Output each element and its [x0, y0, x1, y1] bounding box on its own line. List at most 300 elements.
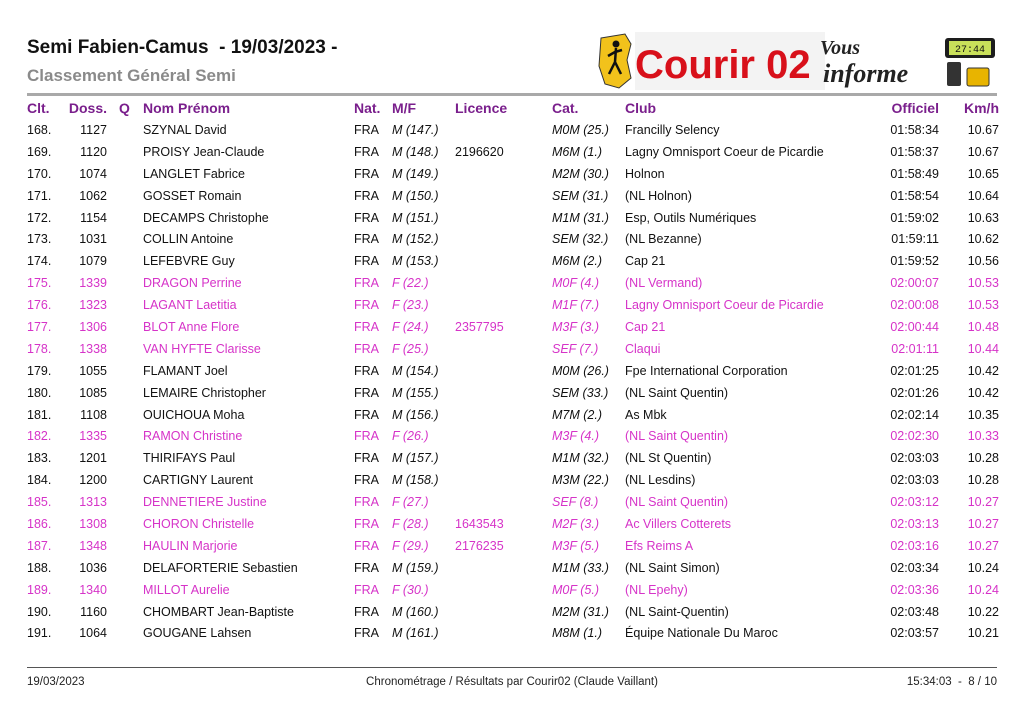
cell-mf: F (28.) — [392, 516, 429, 531]
cell-kmh: 10.42 — [967, 363, 999, 378]
cell-cat: SEM (31.) — [552, 188, 609, 203]
cell-clt: 180. — [27, 385, 52, 400]
cell-q — [117, 579, 143, 601]
cell-q — [117, 425, 143, 447]
cell-officiel: 02:00:07 — [890, 276, 939, 291]
cell-kmh: 10.27 — [967, 516, 999, 531]
cell-cat: SEM (32.) — [552, 232, 609, 247]
cell-q — [117, 163, 143, 185]
cell-clt: 188. — [27, 560, 52, 575]
cell-club: (NL Saint Quentin) — [625, 385, 729, 400]
cell-kmh: 10.28 — [967, 473, 999, 488]
cell-mf: M (157.) — [392, 451, 439, 466]
cell-nom: DENNETIERE Justine — [143, 495, 267, 510]
cell-q — [117, 447, 143, 469]
cell-cat: M0F (5.) — [552, 582, 599, 597]
cell-doss: 1127 — [80, 122, 107, 137]
cell-nom: CARTIGNY Laurent — [143, 473, 254, 488]
cell-q — [117, 294, 143, 316]
cell-doss: 1308 — [79, 516, 107, 531]
cell-licence: 2196620 — [455, 144, 504, 159]
col-doss: Doss. — [68, 100, 107, 116]
cell-clt: 181. — [27, 407, 52, 422]
cell-officiel: 01:58:54 — [890, 188, 939, 203]
cell-nat: FRA — [354, 626, 379, 641]
cell-officiel: 02:03:16 — [890, 538, 939, 553]
cell-licence — [455, 491, 552, 513]
cell-clt: 183. — [27, 451, 52, 466]
cell-club: Lagny Omnisport Coeur de Picardie — [625, 298, 824, 313]
table-row — [27, 360, 999, 382]
cell-nat: FRA — [354, 232, 379, 247]
cell-licence — [455, 601, 552, 623]
cell-kmh: 10.67 — [967, 144, 999, 159]
logo-tag-vous: Vous — [820, 37, 861, 59]
cell-cat: SEM (33.) — [552, 385, 609, 400]
cell-officiel: 02:03:57 — [890, 626, 939, 641]
cell-licence — [455, 294, 552, 316]
cell-licence: 2176235 — [455, 538, 504, 553]
cell-cat: M0M (25.) — [552, 122, 609, 137]
cell-cat: M0M (26.) — [552, 363, 609, 378]
cell-cat: M7M (2.) — [552, 407, 602, 422]
cell-kmh: 10.24 — [967, 560, 999, 575]
cell-doss: 1348 — [79, 538, 107, 553]
cell-nat: FRA — [354, 516, 379, 531]
footer-divider — [27, 667, 997, 668]
cell-clt: 189. — [27, 582, 52, 597]
runner-map-icon — [599, 34, 631, 88]
cell-mf: M (148.) — [392, 144, 439, 159]
cell-q — [117, 141, 143, 163]
cell-clt: 176. — [27, 298, 52, 313]
cell-officiel: 02:01:26 — [890, 385, 939, 400]
cell-kmh: 10.64 — [967, 188, 999, 203]
cell-nom: SZYNAL David — [143, 122, 227, 137]
cell-licence: 1643543 — [455, 516, 504, 531]
cell-licence — [455, 163, 552, 185]
cell-cat: M0F (4.) — [552, 276, 599, 291]
cell-kmh: 10.42 — [967, 385, 999, 400]
table-row — [27, 447, 999, 469]
cell-mf: M (161.) — [392, 626, 439, 641]
cell-nom: RAMON Christine — [143, 429, 243, 444]
cell-nom: GOSSET Romain — [143, 188, 242, 203]
cell-doss: 1079 — [79, 254, 107, 269]
cell-club: Ac Villers Cotterets — [625, 516, 732, 531]
cell-nom: DELAFORTERIE Sebastien — [143, 560, 298, 575]
cell-clt: 168. — [27, 122, 52, 137]
cell-licence — [455, 557, 552, 579]
cell-licence — [455, 447, 552, 469]
cell-q — [117, 469, 143, 491]
col-licence: Licence — [455, 100, 508, 116]
cell-clt: 177. — [27, 319, 52, 334]
cell-cat: M6M (1.) — [552, 144, 602, 159]
logo-tag-informe: informe — [823, 59, 909, 88]
cell-cat: M1M (32.) — [552, 451, 609, 466]
logo-brand: Courir 02 — [635, 43, 811, 87]
cell-officiel: 02:01:11 — [891, 341, 939, 356]
cell-clt: 171. — [27, 188, 52, 203]
cell-kmh: 10.53 — [967, 298, 999, 313]
cell-officiel: 02:03:12 — [890, 495, 939, 510]
table-row — [27, 119, 999, 141]
cell-officiel: 01:58:34 — [890, 122, 939, 137]
cell-mf: M (159.) — [392, 560, 439, 575]
table-row — [27, 622, 999, 644]
cell-q — [117, 622, 143, 644]
cell-nat: FRA — [354, 254, 379, 269]
cell-club: (NL St Quentin) — [625, 451, 712, 466]
cell-licence — [455, 272, 552, 294]
cell-nat: FRA — [354, 538, 379, 553]
cell-clt: 174. — [27, 254, 52, 269]
cell-club: (NL Holnon) — [625, 188, 692, 203]
cell-officiel: 02:01:25 — [890, 363, 939, 378]
cell-doss: 1064 — [79, 626, 107, 641]
cell-nat: FRA — [354, 363, 379, 378]
cell-nat: FRA — [354, 188, 379, 203]
cell-cat: M8M (1.) — [552, 626, 602, 641]
cell-nom: FLAMANT Joel — [143, 363, 228, 378]
cell-club: Équipe Nationale Du Maroc — [625, 626, 778, 641]
cell-officiel: 01:58:37 — [890, 144, 939, 159]
cell-club: Cap 21 — [625, 319, 666, 334]
table-row — [27, 185, 999, 207]
cell-nat: FRA — [354, 341, 379, 356]
table-row — [27, 404, 999, 426]
cell-nom: THIRIFAYS Paul — [143, 451, 236, 466]
col-mf: M/F — [392, 100, 417, 116]
cell-nat: FRA — [354, 560, 379, 575]
cell-doss: 1074 — [79, 166, 107, 181]
table-row — [27, 491, 999, 513]
cell-q — [117, 601, 143, 623]
cell-mf: F (27.) — [392, 495, 429, 510]
cell-licence — [455, 228, 552, 250]
table-row — [27, 579, 999, 601]
cell-cat: M2F (3.) — [552, 516, 599, 531]
cell-licence — [455, 185, 552, 207]
cell-licence — [455, 338, 552, 360]
cell-q — [117, 535, 143, 557]
table-row — [27, 228, 999, 250]
cell-kmh: 10.21 — [967, 626, 999, 641]
cell-clt: 178. — [27, 341, 52, 356]
courir02-logo — [595, 30, 1000, 92]
results-subtitle: Classement Général Semi — [27, 66, 236, 85]
cell-kmh: 10.62 — [967, 232, 999, 247]
cell-cat: M3F (4.) — [552, 429, 599, 444]
cell-nat: FRA — [354, 276, 379, 291]
cell-nat: FRA — [354, 407, 379, 422]
cell-mf: F (24.) — [392, 319, 429, 334]
cell-licence — [455, 404, 552, 426]
col-cat: Cat. — [552, 100, 579, 116]
cell-clt: 179. — [27, 363, 52, 378]
table-row — [27, 294, 999, 316]
cell-licence — [455, 425, 552, 447]
cell-doss: 1200 — [79, 473, 107, 488]
cell-doss: 1036 — [79, 560, 107, 575]
cell-officiel: 02:02:30 — [890, 429, 939, 444]
cell-nom: LAGANT Laetitia — [143, 298, 237, 313]
cell-doss: 1306 — [79, 319, 107, 334]
cell-q — [117, 404, 143, 426]
cell-cat: M2M (31.) — [552, 604, 609, 619]
cell-doss: 1313 — [79, 495, 107, 510]
cell-nat: FRA — [354, 473, 379, 488]
cell-clt: 175. — [27, 276, 52, 291]
cell-q — [117, 250, 143, 272]
cell-clt: 170. — [27, 166, 52, 181]
cell-kmh: 10.27 — [967, 538, 999, 553]
table-row — [27, 557, 999, 579]
cell-kmh: 10.56 — [967, 254, 999, 269]
cell-club: Francilly Selency — [625, 122, 720, 137]
cell-nom: CHOMBART Jean-Baptiste — [143, 604, 294, 619]
cell-doss: 1323 — [79, 298, 107, 313]
table-row — [27, 316, 999, 338]
cell-kmh: 10.33 — [967, 429, 999, 444]
cell-cat: SEF (8.) — [552, 495, 599, 510]
cell-nat: FRA — [354, 210, 379, 225]
col-q: Q — [119, 100, 130, 116]
cell-q — [117, 228, 143, 250]
cell-mf: F (23.) — [392, 298, 429, 313]
cell-nom: COLLIN Antoine — [143, 232, 234, 247]
cell-mf: F (30.) — [392, 582, 429, 597]
cell-club: (NL Vermand) — [625, 276, 703, 291]
cell-doss: 1085 — [79, 385, 107, 400]
cell-officiel: 02:00:44 — [890, 319, 939, 334]
cell-kmh: 10.44 — [967, 341, 999, 356]
cell-officiel: 02:03:03 — [890, 473, 939, 488]
cell-clt: 187. — [27, 538, 52, 553]
cell-licence — [455, 207, 552, 229]
cell-nom: LANGLET Fabrice — [143, 166, 245, 181]
cell-club: Fpe International Corporation — [625, 363, 788, 378]
cell-mf: M (155.) — [392, 385, 439, 400]
cell-clt: 184. — [27, 473, 52, 488]
cell-nom: VAN HYFTE Clarisse — [143, 341, 261, 356]
cell-nom: LEMAIRE Christopher — [143, 385, 266, 400]
cell-mf: F (25.) — [392, 341, 429, 356]
cell-nat: FRA — [354, 166, 379, 181]
cell-doss: 1108 — [80, 407, 107, 422]
cell-licence — [455, 119, 552, 141]
cell-kmh: 10.67 — [967, 122, 999, 137]
cell-cat: M3F (5.) — [552, 538, 599, 553]
cell-mf: F (26.) — [392, 429, 429, 444]
cell-licence — [455, 250, 552, 272]
cell-club: (NL Bezanne) — [625, 232, 702, 247]
footer-date: 19/03/2023 — [27, 676, 85, 688]
table-row — [27, 425, 999, 447]
cell-clt: 191. — [27, 626, 52, 641]
col-officiel: Officiel — [891, 100, 939, 116]
cell-officiel: 01:59:52 — [890, 254, 939, 269]
cell-q — [117, 382, 143, 404]
cell-doss: 1201 — [79, 451, 107, 466]
cell-nom: GOUGANE Lahsen — [143, 626, 252, 641]
cell-kmh: 10.35 — [967, 407, 999, 422]
table-row — [27, 382, 999, 404]
cell-kmh: 10.28 — [967, 451, 999, 466]
cell-nom: DECAMPS Christophe — [143, 210, 269, 225]
cell-mf: M (160.) — [392, 604, 439, 619]
table-row — [27, 338, 999, 360]
cell-kmh: 10.48 — [967, 319, 999, 334]
cell-nom: BLOT Anne Flore — [143, 319, 240, 334]
cell-nat: FRA — [354, 319, 379, 334]
table-row — [27, 163, 999, 185]
cell-q — [117, 207, 143, 229]
table-row — [27, 207, 999, 229]
cell-doss: 1120 — [80, 144, 107, 159]
cell-q — [117, 491, 143, 513]
cell-club: Holnon — [625, 166, 665, 181]
cell-cat: M1F (7.) — [552, 298, 599, 313]
table-row — [27, 272, 999, 294]
cell-nom: OUICHOUA Moha — [143, 407, 245, 422]
cell-nat: FRA — [354, 582, 379, 597]
cell-kmh: 10.65 — [967, 166, 999, 181]
cell-club: Claqui — [625, 341, 661, 356]
cell-doss: 1335 — [79, 429, 107, 444]
cell-mf: M (149.) — [392, 166, 439, 181]
cell-club: (NL Saint Simon) — [625, 560, 720, 575]
cell-officiel: 02:03:34 — [890, 560, 939, 575]
cell-club: (NL Lesdins) — [625, 473, 696, 488]
table-row — [27, 141, 999, 163]
cell-mf: M (158.) — [392, 473, 439, 488]
cell-club: (NL Saint-Quentin) — [625, 604, 729, 619]
col-nom: Nom Prénom — [143, 100, 231, 116]
stopwatch-icon — [945, 38, 995, 86]
cell-nat: FRA — [354, 451, 379, 466]
cell-nat: FRA — [354, 385, 379, 400]
cell-cat: M1M (33.) — [552, 560, 609, 575]
cell-officiel: 02:03:36 — [890, 582, 939, 597]
cell-nat: FRA — [354, 144, 379, 159]
cell-q — [117, 557, 143, 579]
cell-mf: M (156.) — [392, 407, 439, 422]
cell-q — [117, 316, 143, 338]
cell-kmh: 10.24 — [967, 582, 999, 597]
cell-mf: M (150.) — [392, 188, 439, 203]
table-row — [27, 469, 999, 491]
cell-kmh: 10.53 — [967, 276, 999, 291]
cell-licence — [455, 360, 552, 382]
col-clt: Clt. — [27, 100, 50, 116]
cell-kmh: 10.27 — [967, 495, 999, 510]
cell-officiel: 02:03:03 — [890, 451, 939, 466]
cell-officiel: 01:59:02 — [890, 210, 939, 225]
cell-licence — [455, 579, 552, 601]
table-row — [27, 535, 999, 557]
cell-cat: M6M (2.) — [552, 254, 602, 269]
cell-clt: 172. — [27, 210, 52, 225]
table-row — [27, 601, 999, 623]
cell-club: Lagny Omnisport Coeur de Picardie — [625, 144, 824, 159]
cell-kmh: 10.22 — [967, 604, 999, 619]
cell-q — [117, 360, 143, 382]
results-title: Semi Fabien-Camus - 19/03/2023 - — [27, 37, 338, 58]
cell-nat: FRA — [354, 495, 379, 510]
cell-mf: M (153.) — [392, 254, 439, 269]
cell-doss: 1338 — [79, 341, 107, 356]
cell-nat: FRA — [354, 298, 379, 313]
cell-doss: 1062 — [79, 188, 107, 203]
cell-nom: LEFEBVRE Guy — [143, 254, 235, 269]
cell-officiel: 01:58:49 — [890, 166, 939, 181]
cell-club: As Mbk — [625, 407, 667, 422]
footer-credit: Chronométrage / Résultats par Courir02 (Claude Vaillant) — [366, 676, 658, 688]
cell-nat: FRA — [354, 604, 379, 619]
cell-q — [117, 513, 143, 535]
cell-nom: MILLOT Aurelie — [143, 582, 230, 597]
cell-doss: 1160 — [80, 604, 107, 619]
cell-licence — [455, 382, 552, 404]
cell-clt: 169. — [27, 144, 52, 159]
cell-nom: CHORON Christelle — [143, 516, 255, 531]
cell-clt: 190. — [27, 604, 52, 619]
col-nat: Nat. — [354, 100, 381, 116]
cell-mf: M (151.) — [392, 210, 439, 225]
cell-q — [117, 338, 143, 360]
header-divider — [27, 93, 997, 96]
cell-nom: PROISY Jean-Claude — [143, 144, 265, 159]
logo-timer: 27:44 — [954, 45, 986, 56]
cell-nat: FRA — [354, 429, 379, 444]
cell-cat: M1M (31.) — [552, 210, 609, 225]
cell-doss: 1031 — [79, 232, 107, 247]
cell-licence: 2357795 — [455, 319, 504, 334]
cell-doss: 1339 — [79, 276, 107, 291]
cell-nom: HAULIN Marjorie — [143, 538, 238, 553]
cell-cat: M2M (30.) — [552, 166, 609, 181]
cell-doss: 1055 — [79, 363, 107, 378]
cell-club: Cap 21 — [625, 254, 666, 269]
cell-clt: 186. — [27, 516, 52, 531]
cell-cat: SEF (7.) — [552, 341, 599, 356]
results-table — [27, 97, 999, 644]
cell-club: Esp, Outils Numériques — [625, 210, 757, 225]
cell-mf: M (154.) — [392, 363, 439, 378]
cell-officiel: 02:00:08 — [890, 298, 939, 313]
cell-mf: F (29.) — [392, 538, 429, 553]
cell-clt: 173. — [27, 232, 52, 247]
cell-licence — [455, 622, 552, 644]
cell-cat: M3M (22.) — [552, 473, 609, 488]
table-header-row — [27, 97, 999, 119]
cell-clt: 182. — [27, 429, 52, 444]
table-row — [27, 250, 999, 272]
cell-doss: 1340 — [79, 582, 107, 597]
cell-officiel: 02:02:14 — [890, 407, 939, 422]
cell-nat: FRA — [354, 122, 379, 137]
cell-club: (NL Saint Quentin) — [625, 495, 729, 510]
col-club: Club — [625, 100, 657, 116]
cell-cat: M3F (3.) — [552, 319, 599, 334]
cell-nom: DRAGON Perrine — [143, 276, 242, 291]
cell-officiel: 01:59:11 — [891, 232, 939, 247]
cell-kmh: 10.63 — [967, 210, 999, 225]
cell-clt: 185. — [27, 495, 52, 510]
footer-time-page: 15:34:03 - 8 / 10 — [906, 676, 997, 688]
